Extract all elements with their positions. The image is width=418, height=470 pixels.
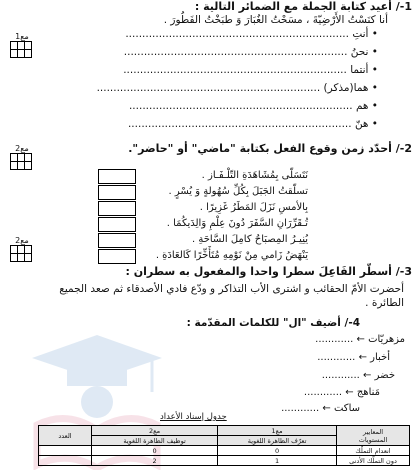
answer-dots: ...................................................................: [125, 28, 349, 40]
q2-sentence: تُـقَرِّرَانِ السَّفَرَ دُونَ عِلْمِ وَالِدَيكُمَا .: [166, 218, 308, 229]
arrow-icon: ←: [356, 334, 365, 345]
q2-sentence: يَنْهَضُ زَامي مِنْ نَوْمِهِ مُتَأَخِّرًا كَالعَادَةِ .: [155, 250, 308, 261]
q1-sentence: أنا كنَسْتُ الأَرْضِيّةَ ، مسَحْتُ الغُبَارَ وَ طبَخْتُ الفَطُورَ .: [163, 14, 388, 26]
pronoun-label: • أنتما: [350, 64, 378, 76]
answer-dots: ...................................................................: [96, 82, 321, 94]
criteria-header: المعايير المستويات: [337, 426, 410, 446]
q2-sentence: بِالأمسِ نَزَلَ المَطَرُ غَزِيرًا .: [199, 202, 308, 213]
answer-dots: ............: [317, 352, 356, 363]
word-label: مزهريّات: [368, 334, 405, 345]
q1-answer-line[interactable]: [124, 46, 378, 58]
q3-text: أحضرت الأمّ الحقائب و اشترى الأب التذاكر و ودّع فادي الأصدقاء ثم صعد الجميع الطائرة .: [59, 283, 404, 309]
q3-title: 3-/ أسطّر الفَاعِلَ سطرا واحدا والمفعول به سطران :: [125, 265, 412, 278]
pronoun-label: • هما(مذكر): [323, 82, 378, 94]
q2-sentence: يُنِيـرُ المِصبَاحُ كامِلَ السَّاحَةِ .: [191, 234, 308, 245]
answer-dots: ............: [303, 387, 343, 398]
q4-word-row[interactable]: [190, 387, 380, 398]
tense-answer-box[interactable]: [98, 201, 136, 216]
table-row: [39, 446, 410, 456]
q2-sentence: نَتَسَلّى بِمُشَاهَدَةِ التّلْـفَـاز .: [201, 170, 308, 181]
arrow-icon: ←: [322, 403, 331, 414]
q4-title: 4-/ أضيف "ال" للكلمات المقدّمة :: [186, 317, 360, 329]
answer-dots: ............: [321, 370, 360, 381]
pronoun-label: • هنّ: [354, 118, 378, 130]
m1-header: مع1: [218, 426, 337, 436]
q1-answer-line[interactable]: [125, 28, 378, 40]
level-cell: دون التملّك الأدنى: [337, 456, 410, 466]
q2-score-box: [10, 144, 34, 170]
q1-answer-line[interactable]: [97, 82, 378, 94]
m2-cell: 0: [92, 446, 218, 456]
q1-title: 1-/ أعيد كتابة الجملة مع الضمائر التالية :: [194, 0, 412, 13]
grading-caption: جدول إسناد الأعداد: [160, 412, 227, 422]
q1-answer-line[interactable]: [128, 118, 378, 130]
answer-dots: ............: [315, 334, 354, 345]
pronoun-label: • أنتِ: [352, 28, 378, 40]
score-header: العدد: [39, 426, 92, 446]
answer-dots: ...................................................................: [123, 46, 348, 58]
score-label: مع2: [15, 144, 29, 153]
m1-cell: 1: [218, 456, 337, 466]
word-label: أخبار: [370, 352, 390, 363]
score-label: مع1: [15, 32, 29, 41]
score-cell[interactable]: [39, 446, 92, 456]
answer-dots: ...................................................................: [128, 100, 353, 112]
tense-answer-box[interactable]: [98, 249, 136, 264]
answer-dots: ...................................................................: [123, 64, 347, 76]
tense-answer-box[interactable]: [98, 233, 136, 248]
table-row: [39, 456, 410, 466]
arrow-icon: ←: [363, 370, 372, 381]
m1-cell: 0: [218, 446, 337, 456]
q2-sentence: تسلّقتُ الجَبَلَ بِكُلِّ سُهُولةٍ وَ يُسْرٍ .: [168, 186, 308, 197]
q2-title: 2-/ أحدّد زمن وقوع الفعل بكتابة "ماضي" أو "حاضر".: [128, 142, 412, 155]
q1-score-box: [10, 32, 34, 58]
q4-word-row[interactable]: [190, 334, 405, 345]
m2-subheader: توظيف الظاهرة اللغوية: [92, 436, 218, 446]
q1-answer-line[interactable]: [129, 100, 378, 112]
word-label: خضر: [374, 370, 395, 381]
score-cell[interactable]: [39, 456, 92, 466]
m2-cell: 2: [92, 456, 218, 466]
level-cell: انعدام التملّك: [337, 446, 410, 456]
m2-header: مع2: [92, 426, 218, 436]
pronoun-label: • نحنُ: [350, 46, 378, 58]
tense-answer-box[interactable]: [98, 185, 136, 200]
tense-answer-box[interactable]: [98, 169, 136, 184]
answer-dots: ...................................................................: [127, 118, 352, 130]
grading-table: [38, 425, 410, 466]
m1-subheader: تعرّف الظاهرة اللغوية: [218, 436, 337, 446]
arrow-icon: ←: [345, 387, 354, 398]
q3-score-box: [10, 236, 34, 262]
answer-dots: ............: [281, 403, 320, 414]
q4-word-row[interactable]: [190, 370, 395, 381]
arrow-icon: ←: [358, 352, 367, 363]
q1-answer-line[interactable]: [123, 64, 378, 76]
word-label: ساكت: [333, 403, 360, 414]
tense-answer-box[interactable]: [98, 217, 136, 232]
pronoun-label: • هم: [355, 100, 378, 112]
score-label: مع2: [15, 236, 29, 245]
word-label: مَناهج: [356, 387, 380, 398]
q4-word-row[interactable]: [190, 352, 390, 363]
